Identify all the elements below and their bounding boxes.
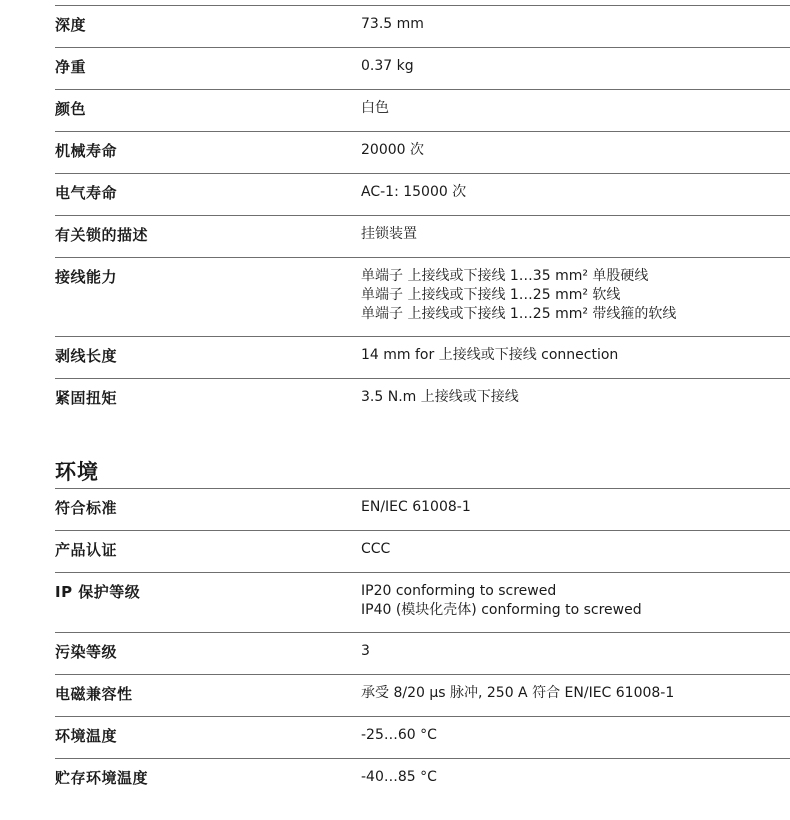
spec-value xyxy=(361,726,437,745)
spec-label: 机械寿命 xyxy=(55,142,118,160)
spec-row-pollution xyxy=(55,632,790,661)
spec-value xyxy=(361,183,466,202)
spec-row-color xyxy=(55,89,790,118)
spec-row-strip-length xyxy=(55,336,790,365)
spec-value xyxy=(361,15,424,34)
spec-value-line: 0.37 kg xyxy=(361,58,414,74)
spec-label: 颜色 xyxy=(55,100,87,118)
spec-value xyxy=(361,388,519,407)
spec-row-depth xyxy=(55,5,790,34)
spec-label: 接线能力 xyxy=(55,268,118,286)
spec-value-line: 3.5 N.m 上接线或下接线 xyxy=(361,389,519,405)
spec-row-emc xyxy=(55,674,790,703)
spec-label: 有关锁的描述 xyxy=(55,226,149,244)
spec-value xyxy=(361,684,674,703)
spec-row-ambient-temp xyxy=(55,716,790,745)
spec-row-torque xyxy=(55,378,790,407)
spec-value xyxy=(361,57,414,76)
spec-value-line: IP40 (模块化壳体) conforming to screwed xyxy=(361,602,642,618)
spec-value xyxy=(361,498,471,517)
spec-label: IP 保护等级 xyxy=(55,583,141,601)
spec-value xyxy=(361,225,417,244)
spec-value-line: 承受 8/20 µs 脉冲, 250 A 符合 EN/IEC 61008-1 xyxy=(361,685,675,701)
spec-row-standard xyxy=(55,488,790,517)
spec-label: 贮存环境温度 xyxy=(55,769,149,787)
spec-value-line: 白色 xyxy=(361,100,389,116)
spec-value xyxy=(361,642,370,661)
spec-value xyxy=(361,141,424,160)
spec-row-storage-temp xyxy=(55,758,790,787)
spec-value-line: -25…60 °C xyxy=(361,727,437,743)
spec-row-ip-rating xyxy=(55,572,790,618)
spec-value-line: 单端子 上接线或下接线 1…25 mm² 带线箍的软线 xyxy=(361,306,677,322)
spec-label: 剥线长度 xyxy=(55,347,118,365)
spec-value-line: 20000 次 xyxy=(361,142,424,158)
spec-label: 紧固扭矩 xyxy=(55,389,118,407)
spec-value-line: 挂锁装置 xyxy=(361,226,417,242)
spec-value-line: IP20 conforming to screwed xyxy=(361,583,557,599)
spec-value xyxy=(361,582,642,620)
spec-value-line: 14 mm for 上接线或下接线 connection xyxy=(361,347,619,363)
spec-value-line: 单端子 上接线或下接线 1…25 mm² 软线 xyxy=(361,287,621,303)
spec-label: 电气寿命 xyxy=(55,184,118,202)
spec-value-line: CCC xyxy=(361,541,391,557)
section-title-environment: 环境 xyxy=(55,460,99,484)
spec-label: 电磁兼容性 xyxy=(55,685,133,703)
spec-label: 净重 xyxy=(55,58,87,76)
spec-value xyxy=(361,346,618,365)
spec-row-lock xyxy=(55,215,790,244)
spec-label: 产品认证 xyxy=(55,541,118,559)
spec-value-line: EN/IEC 61008-1 xyxy=(361,499,471,515)
spec-value xyxy=(361,99,389,118)
spec-value-line: -40…85 °C xyxy=(361,769,437,785)
spec-value-line: 73.5 mm xyxy=(361,16,424,32)
spec-value-line: 单端子 上接线或下接线 1…35 mm² 单股硬线 xyxy=(361,268,649,284)
spec-label: 污染等级 xyxy=(55,643,118,661)
spec-row-wiring-capacity xyxy=(55,257,790,322)
spec-value xyxy=(361,540,390,559)
spec-label: 环境温度 xyxy=(55,727,118,745)
spec-label: 符合标准 xyxy=(55,499,118,517)
spec-value xyxy=(361,267,676,324)
spec-label: 深度 xyxy=(55,16,87,34)
spec-row-weight xyxy=(55,47,790,76)
spec-value-line: AC-1: 15000 次 xyxy=(361,184,467,200)
spec-row-mechanical-life xyxy=(55,131,790,160)
spec-value-line: 3 xyxy=(361,643,370,659)
spec-value xyxy=(361,768,437,787)
spec-row-certification xyxy=(55,530,790,559)
spec-row-electrical-life xyxy=(55,173,790,202)
